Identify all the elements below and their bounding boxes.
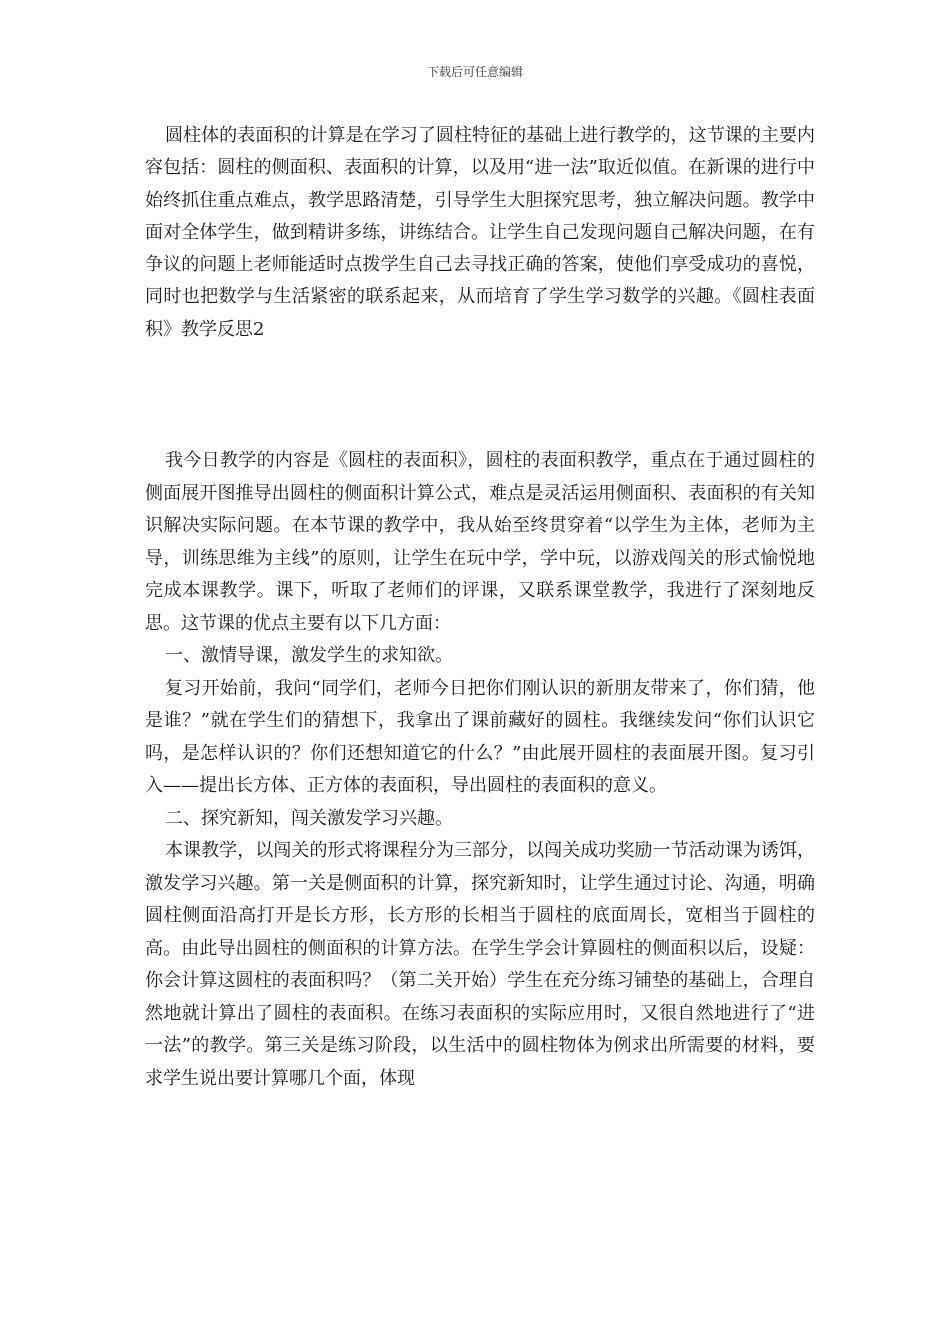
- section-heading-2: 二、探究新知，闯关激发学习兴趣。: [165, 807, 453, 829]
- page-header-note: 下载后可任意编辑: [426, 65, 523, 79]
- section-heading-1: 一、激情导课，激发学生的求知欲。: [165, 645, 453, 666]
- paragraph-intro: 我今日教学的内容是《圆柱的表面积》，圆柱的表面积教学，重点在于通过圆柱的侧面展开图推导出圆柱的侧面积计算公式，难点是灵活运用侧面积、表面积的有关知识解决实际问题。在本节课的教学中，我从始至终贯穿着“以学生为主体，老师为主导，训练思维为主线”的原则，让学生在玩中学，学中玩，以游戏闯关的形式愉悦地完成本课教学。课下，听取了老师们的评课，又联系课堂教学，我进行了深刻地反思。这节课的优点主要有以下几方面：: [145, 450, 815, 634]
- text-block-reflection-2: [145, 445, 815, 1095]
- text-block-reflection-1: [145, 120, 815, 346]
- paragraph: 圆柱体的表面积的计算是在学习了圆柱特征的基础上进行教学的，这节课的主要内容包括：圆柱的侧面积、表面积的计算，以及用“进一法”取近似值。在新课的进行中始终抓住重点难点，教学思路清楚，引导学生大胆探究思考，独立解决问题。教学中面对全体学生，做到精讲多练，讲练结合。让学生自己发现问题自己解决问题，在有争议的问题上老师能适时点拨学生自己去寻找正确的答案，使他们享受成功的喜悦，同时也把数学与生活紧密的联系起来，从而培育了学生学习数学的兴趣。《圆柱表面积》教学反思2: [145, 125, 815, 340]
- paragraph-review: 复习开始前，我问“同学们，老师今日把你们刚认识的新朋友带来了，你们猜，他是谁？”就在学生们的猜想下，我拿出了课前藏好的圆柱。我继续发问“你们认识它吗，是怎样认识的？你们还想知道它的什么？”由此展开圆柱的表面展开图。复习引入——提出长方体、正方体的表面积，导出圆柱的表面积的意义。: [145, 677, 815, 796]
- paragraph-explore: 本课教学，以闯关的形式将课程分为三部分，以闯关成功奖励一节活动课为诱饵，激发学习兴趣。第一关是侧面积的计算，探究新知时，让学生通过讨论、沟通，明确圆柱侧面沿高打开是长方形，长方形的长相当于圆柱的底面周长，宽相当于圆柱的高。由此导出圆柱的侧面积的计算方法。在学生学会计算圆柱的侧面积以后，设疑：你会计算这圆柱的表面积吗？（第二关开始）学生在充分练习铺垫的基础上，合理自然地就计算出了圆柱的表面积。在练习表面积的实际应用时，又很自然地进行了“进一法”的教学。第三关是练习阶段，以生活中的圆柱物体为例求出所需要的材料，要求学生说出要计算哪几个面，体现: [145, 840, 815, 1089]
